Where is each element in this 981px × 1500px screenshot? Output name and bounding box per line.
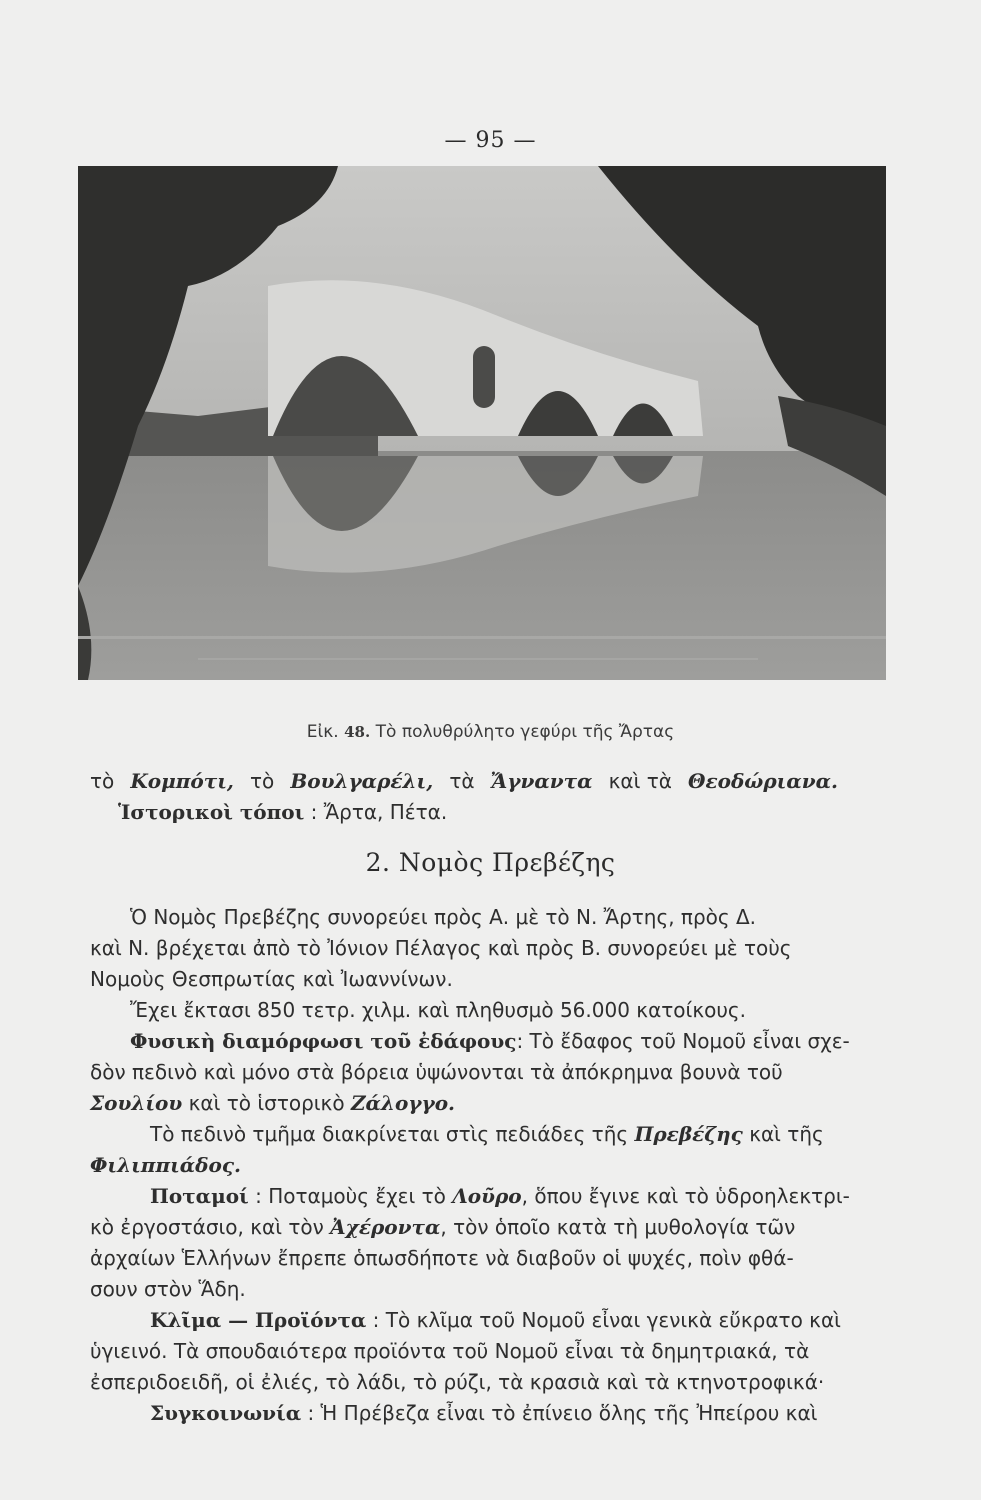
intro-line-1 xyxy=(90,766,838,797)
word: καὶ τῆς xyxy=(749,1122,824,1146)
place-name: Θεοδώριανα. xyxy=(688,769,838,793)
text-line: ἐσπεριδοειδῆ, οἱ ἐλιές, τὸ λάδι, τὸ ρύζι, τὰ κρασιὰ καὶ τὰ κτηνοτροφικά· xyxy=(90,1370,825,1394)
plains-line-1 xyxy=(90,1119,896,1150)
climate-label: Κλῖμα — Προϊόντα xyxy=(150,1308,367,1332)
place-name: Πρεβέζης xyxy=(634,1122,743,1146)
word: : Ποταμοὺς ἔχει τὸ xyxy=(248,1184,453,1208)
historic-sites-text: : Ἄρτα, Πέτα. xyxy=(304,800,448,824)
word: , ὅπου ἔγινε καὶ τὸ ὑδροηλεκτρι- xyxy=(521,1184,850,1208)
climate-text: : Τὸ κλῖμα τοῦ Νομοῦ εἶναι γενικὰ εὔκρατο καὶ xyxy=(366,1308,841,1332)
intro-paragraph xyxy=(90,766,896,828)
text-line: Ὁ Νομὸς Πρεβέζης συνορεύει πρὸς Α. μὲ τὸ Ν. Ἄρτης, πρὸς Δ. xyxy=(130,905,757,929)
caption-number: 48. xyxy=(344,723,371,741)
text-line: ἀρχαίων Ἑλλήνων ἔπρεπε ὁπωσδήποτε νὰ διαβοῦν οἱ ψυχές, ποὶν φθά- xyxy=(90,1246,794,1270)
word: τὸ xyxy=(90,769,115,793)
caption-label: Εἰκ. xyxy=(306,722,339,742)
climate-line-1 xyxy=(90,1305,896,1336)
word: κὸ ἐργοστάσιο, καὶ τὸν xyxy=(90,1215,331,1239)
rivers-line-2 xyxy=(90,1212,896,1243)
text-line: δὸν πεδινὸ καὶ μόνο στὰ βόρεια ὑψώνονται τὰ ἀπόκρημνα βουνὰ τοῦ xyxy=(90,1060,783,1084)
word: καὶ τὰ xyxy=(608,769,672,793)
transport-text: : Ἡ Πρέβεζα εἶναι τὸ ἐπίνειο ὅλης τῆς Ἠπείρου καὶ xyxy=(301,1401,818,1425)
bridge-illustration xyxy=(78,166,886,680)
figure-caption xyxy=(0,722,981,742)
page-number: — 95 — xyxy=(444,128,537,153)
place-name: Λοῦρο xyxy=(452,1184,522,1208)
word: , τὸν ὁποῖο κατὰ τὴ μυθολογία τῶν xyxy=(440,1215,796,1239)
text-line: σουν στὸν Ἅδη. xyxy=(90,1277,246,1301)
place-name: Βουλγαρέλι, xyxy=(290,769,434,793)
caption-text: Τὸ πολυθρύλητο γεφύρι τῆς Ἄρτας xyxy=(375,722,675,742)
terrain-text: : Τὸ ἔδαφος τοῦ Νομοῦ εἶναι σχε- xyxy=(516,1029,850,1053)
text-line: καὶ Ν. βρέχεται ἀπὸ τὸ Ἰόνιον Πέλαγος καὶ πρὸς Β. συνορεύει μὲ τοὺς xyxy=(90,936,792,960)
text-line: ὑγιεινό. Τὰ σπουδαιότερα προϊόντα τοῦ Νομοῦ εἶναι τὰ δημητριακά, τὰ xyxy=(90,1339,810,1363)
place-name: Ἄγναντα xyxy=(490,769,593,793)
bridge-photo xyxy=(78,166,886,680)
terrain-line-3 xyxy=(90,1088,896,1119)
text-line: Νομοὺς Θεσπρωτίας καὶ Ἰωαννίνων. xyxy=(90,967,453,991)
text-line: Ἔχει ἔκτασι 850 τετρ. χιλμ. καὶ πληθυσμὸ 56.000 κατοίκους. xyxy=(130,998,747,1022)
place-name: Φιλιππιάδος. xyxy=(90,1153,241,1177)
transport-line-1 xyxy=(90,1398,896,1429)
body-text xyxy=(90,902,896,1429)
terrain-label: Φυσικὴ διαμόρφωσι τοῦ ἐδάφους xyxy=(130,1029,517,1053)
word: τὸ xyxy=(249,769,275,793)
place-name: Ἀχέροντα xyxy=(330,1215,441,1239)
word: καὶ τὸ ἱστορικὸ xyxy=(182,1091,351,1115)
transport-label: Συγκοινωνία xyxy=(150,1401,302,1425)
place-name: Ζάλογγο. xyxy=(350,1091,455,1115)
plains-line-2 xyxy=(90,1150,896,1181)
terrain-line-1 xyxy=(90,1026,896,1057)
word: τὰ xyxy=(449,769,475,793)
rivers-line-1 xyxy=(90,1181,896,1212)
rivers-label: Ποταμοί xyxy=(150,1184,249,1208)
historic-sites-label: Ἱστορικοὶ τόποι xyxy=(118,800,305,824)
place-name: Σουλίου xyxy=(90,1091,183,1115)
plains-text: Τὸ πεδινὸ τμῆμα διακρίνεται στὶς πεδιάδες τῆς xyxy=(150,1122,629,1146)
intro-line-2 xyxy=(90,797,896,828)
place-name: Κομπότι, xyxy=(130,769,234,793)
section-heading: 2. Νομὸς Πρεβέζης xyxy=(365,848,616,877)
